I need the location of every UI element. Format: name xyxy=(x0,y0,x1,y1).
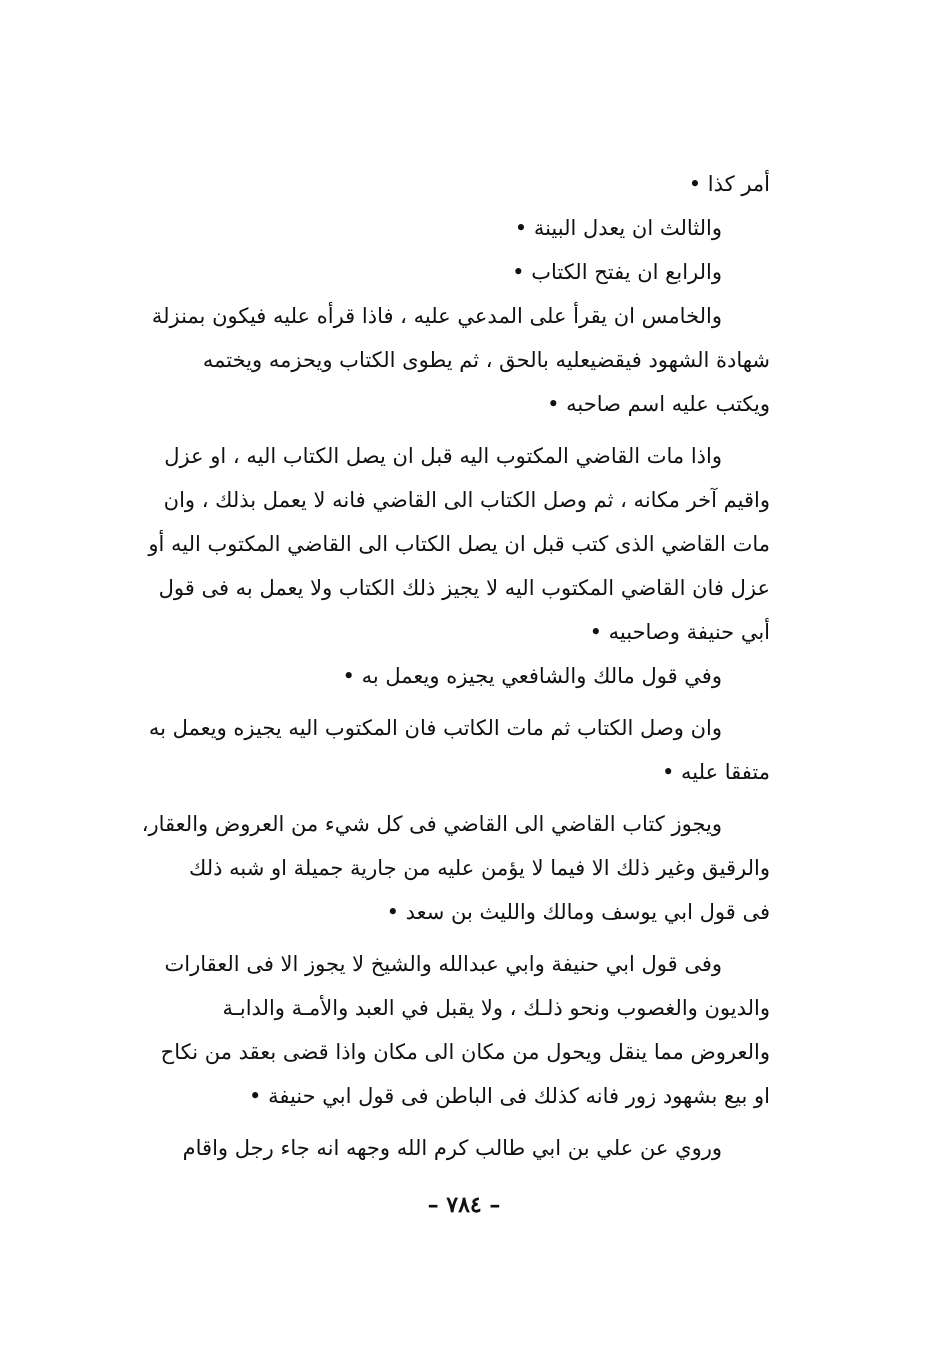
text-line: وان وصل الكتاب ثم مات الكاتب فان المكتوب اليه يجيزه ويعمل به xyxy=(148,716,722,740)
text-line: أبي حنيفة وصاحبيه • xyxy=(589,620,770,644)
text-line: شهادة الشهود فيقضيعليه بالحق ، ثم يطوى الكتاب ويحزمه ويختمه xyxy=(202,348,770,372)
text-line: والديون والغصوب ونحو ذلـك ، ولا يقبل في العبد والأمـة والدابـة xyxy=(222,996,770,1020)
text-line: والعروض مما ينقل ويحول من مكان الى مكان واذا قضى بعقد من نكاح xyxy=(160,1040,770,1064)
text-line: وروي عن علي بن ابي طالب كرم الله وجهه انه جاء رجل واقام xyxy=(182,1136,722,1160)
body-text xyxy=(128,162,770,1170)
text-line: والثالث ان يعدل البينة • xyxy=(514,216,722,240)
text-line: واقيم آخر مكانه ، ثم وصل الكتاب الى القاضي فانه لا يعمل بذلك ، وان xyxy=(163,488,770,512)
text-line: ويكتب عليه اسم صاحبه • xyxy=(547,392,770,416)
text-line: والرابع ان يفتح الكتاب • xyxy=(512,260,722,284)
text-line: والخامس ان يقرأ على المدعي عليه ، فاذا قرأه عليه فيكون بمنزلة xyxy=(151,304,722,328)
text-line: أمر كذا • xyxy=(688,172,770,196)
paragraph-gap xyxy=(128,794,770,802)
text-line: وفى قول ابي حنيفة وابي عبدالله والشيخ لا يجوز الا فى العقارات xyxy=(164,952,722,976)
text-line: ويجوز كتاب القاضي الى القاضي فى كل شيء من العروض والعقار، xyxy=(141,812,722,836)
text-line: عزل فان القاضي المكتوب اليه لا يجيز ذلك الكتاب ولا يعمل به فى قول xyxy=(158,576,770,600)
page-number: – ٧٨٤ – xyxy=(427,1192,501,1218)
text-line: والرقيق وغير ذلك الا فيما لا يؤمن عليه من جارية جميلة او شبه ذلك xyxy=(189,856,770,880)
paragraph-gap xyxy=(128,1118,770,1126)
text-line: متفقا عليه • xyxy=(661,760,770,784)
text-line: او بيع بشهود زور فانه كذلك فى الباطن فى قول ابي حنيفة • xyxy=(249,1084,770,1108)
text-line: وفي قول مالك والشافعي يجيزه ويعمل به • xyxy=(342,664,722,688)
text-line: مات القاضي الذى كتب قبل ان يصل الكتاب الى القاضي المكتوب اليه أو xyxy=(148,532,770,556)
text-line: فى قول ابي يوسف ومالك والليث بن سعد • xyxy=(386,900,770,924)
paragraph-gap xyxy=(128,698,770,706)
paragraph-gap xyxy=(128,934,770,942)
paragraph-gap xyxy=(128,426,770,434)
text-line: واذا مات القاضي المكتوب اليه قبل ان يصل الكتاب اليه ، او عزل xyxy=(164,444,722,468)
